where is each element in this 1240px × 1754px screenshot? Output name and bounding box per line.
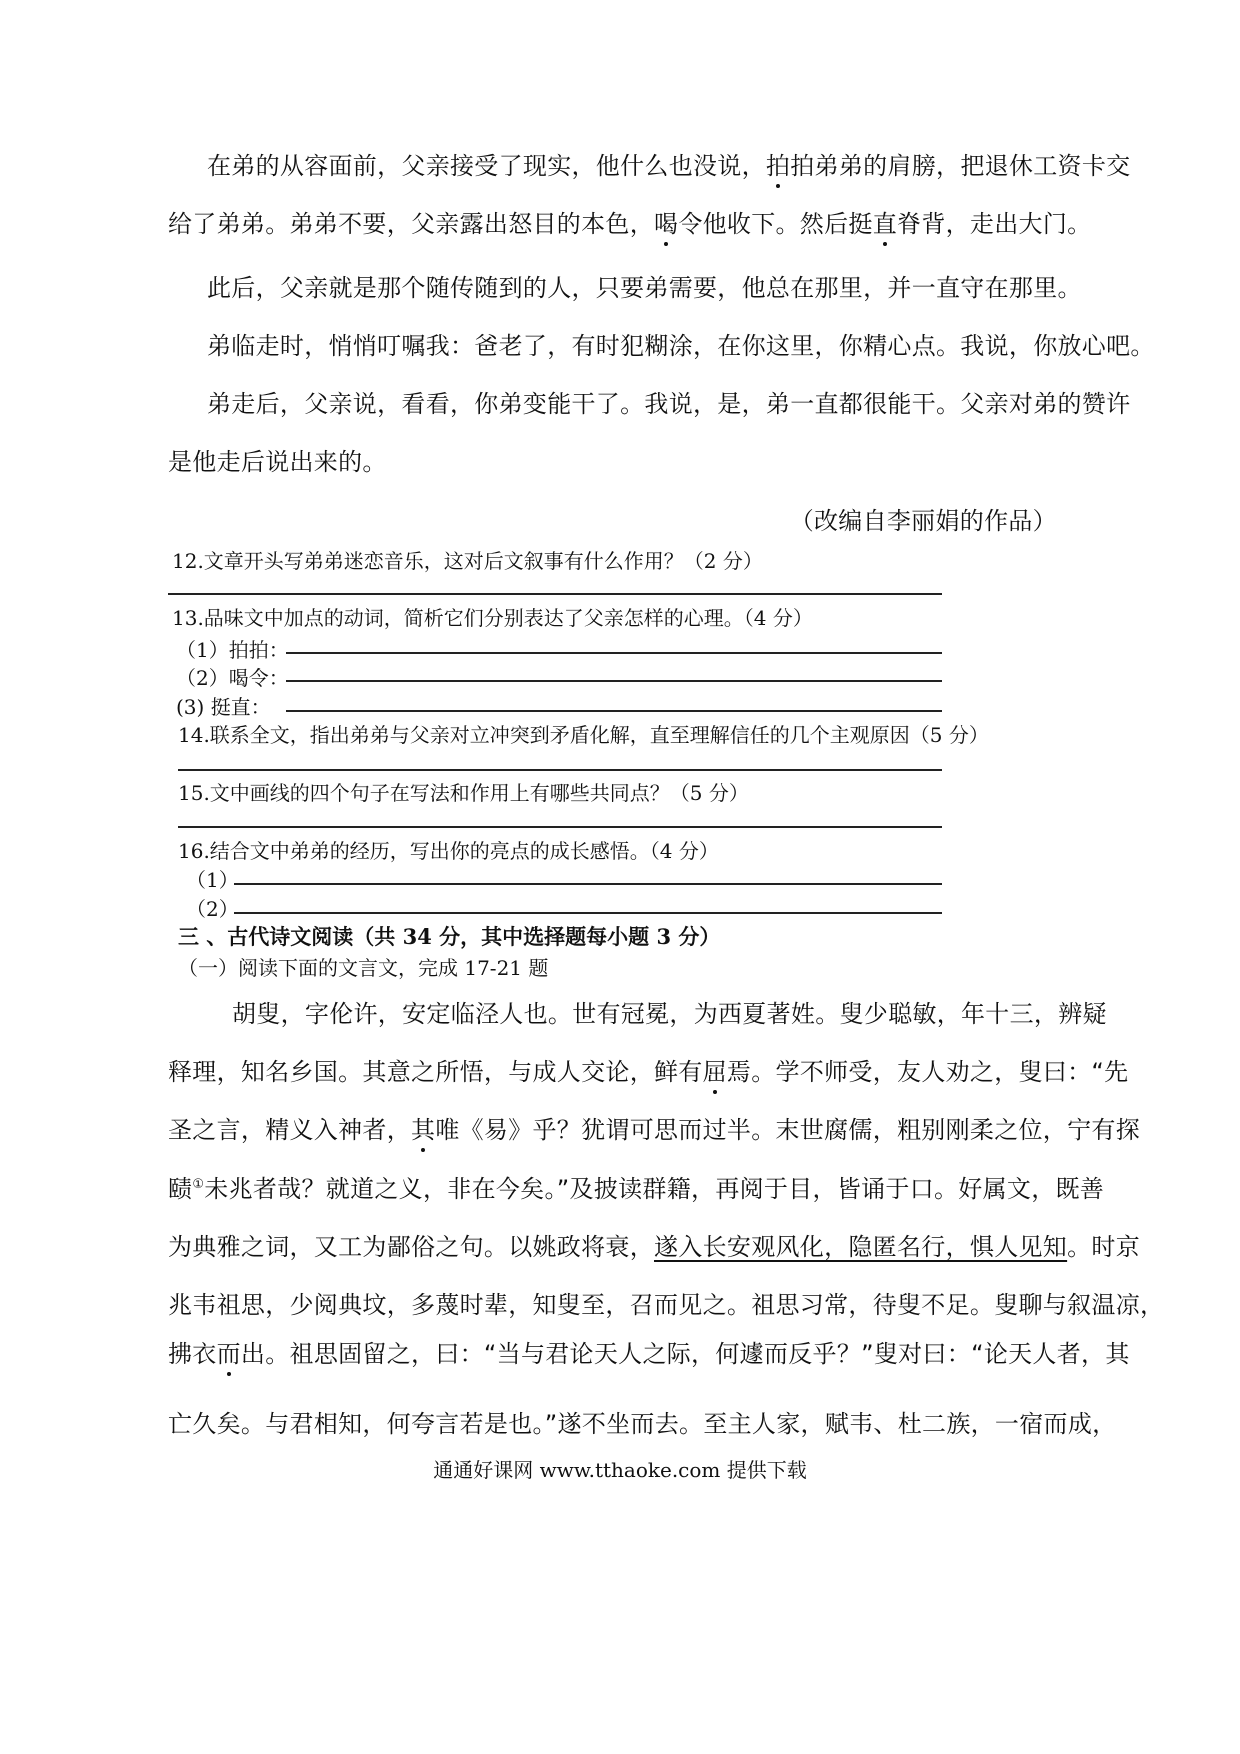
classical-line xyxy=(168,1334,1130,1369)
text-segment: 唯《易》乎？犹谓可思而过半。末世腐儒，粗别刚柔之位，宁有探 xyxy=(435,1116,1141,1144)
answer-line xyxy=(178,826,942,828)
story-paragraph: 此后，父亲就是那个随传随到的人，只要弟需要，他总在那里，并一直守在那里。 xyxy=(207,274,1082,302)
question-16-2-label: （2） xyxy=(186,897,239,921)
text-segment: 释理，知名乡国。其意之所悟，与成人交论，鲜有 xyxy=(168,1058,703,1086)
text-segment: 圣之言，精义入神者， xyxy=(168,1116,411,1144)
classical-line xyxy=(168,1169,1104,1204)
story-line xyxy=(168,204,1091,239)
answer-line xyxy=(178,769,942,771)
classical-line: 兆韦祖思，少阅典坟，多蔑时辈，知叟至，召而见之。祖思习常，待叟不足。叟聊与叙温凉， xyxy=(168,1291,1165,1319)
text-segment: 给了弟弟。弟弟不要，父亲露出怒目的本色， xyxy=(168,210,654,238)
dotted-verb: 喝 xyxy=(654,210,679,238)
text-segment: 赜 xyxy=(168,1175,193,1203)
question-13-1-label: （1）拍拍： xyxy=(176,638,289,662)
section-subtitle: （一）阅读下面的文言文，完成 17-21 题 xyxy=(178,956,549,980)
question-16-1-label: （1） xyxy=(186,868,239,892)
text-segment: 为典雅之词，又工为鄙俗之句。以姚政将衰， xyxy=(168,1233,654,1261)
text-segment: 出。祖思固留之，曰：“当与君论天人之际，何遽而反乎？”叟对曰：“论天人者，其 xyxy=(240,1340,1130,1368)
answer-line xyxy=(286,680,942,682)
footnote-marker: ① xyxy=(192,1177,205,1192)
classical-line xyxy=(168,1227,1140,1262)
text-segment: 拍弟弟的肩膀，把退休工资卡交 xyxy=(790,152,1131,180)
question-13: 13.品味文中加点的动词，简析它们分别表达了父亲怎样的心理。（4 分） xyxy=(172,606,813,630)
answer-line xyxy=(286,710,942,712)
text-segment: 在弟的从容面前，父亲接受了现实，他什么也没说， xyxy=(207,152,766,180)
answer-line xyxy=(286,652,942,654)
dotted-verb: 直 xyxy=(872,210,898,238)
dotted-verb: 拍 xyxy=(765,152,791,180)
question-13-2-label: （2）喝令： xyxy=(176,666,289,690)
dotted-word: 其 xyxy=(411,1116,436,1144)
question-13-3-label: (3) 挺直： xyxy=(176,695,271,719)
question-16: 16.结合文中弟弟的经历，写出你的亮点的成长感悟。（4 分） xyxy=(178,839,719,863)
text-segment: 。时京 xyxy=(1067,1233,1141,1261)
question-15: 15.文中画线的四个句子在写法和作用上有哪些共同点？（5 分） xyxy=(178,781,749,805)
text-segment: 拂衣 xyxy=(168,1340,217,1368)
text-segment: 脊背，走出大门。 xyxy=(897,210,1092,238)
text-segment: 焉。学不师受，友人劝之，叟曰：“先 xyxy=(726,1058,1129,1086)
answer-line xyxy=(234,912,942,914)
text-segment: 未兆者哉？就道之义，非在今矣。”及披读群籍，再阅于目，皆诵于口。好属文，既善 xyxy=(204,1175,1105,1203)
page-footer: 通通好课网 www.tthaoke.com 提供下载 xyxy=(433,1458,807,1482)
question-12: 12.文章开头写弟弟迷恋音乐，这对后文叙事有什么作用？（2 分） xyxy=(172,549,763,573)
classical-line: 胡叟，字伦许，安定临泾人也。世有冠冕，为西夏著姓。叟少聪敏，年十三，辨疑 xyxy=(232,1000,1107,1028)
source-note: （改编自李丽娟的作品） xyxy=(789,507,1057,535)
classical-line xyxy=(168,1052,1128,1087)
section-title: 三 、古代诗文阅读（共 34 分，其中选择题每小题 3 分） xyxy=(178,924,721,949)
text-segment: 令他收下。然后挺 xyxy=(678,210,873,238)
story-paragraph: 是他走后说出来的。 xyxy=(168,448,387,476)
classical-line xyxy=(168,1110,1140,1145)
story-paragraph: 弟临走时，悄悄叮嘱我：爸老了，有时犯糊涂，在你这里，你精心点。我说，你放心吧。 xyxy=(207,332,1155,360)
classical-line: 亡久矣。与君相知，何夸言若是也。”遂不坐而去。至主人家，赋韦、杜二族，一宿而成， xyxy=(168,1410,1117,1438)
underlined-sentence: 遂入长安观风化，隐匿名行，惧人见知 xyxy=(654,1233,1068,1261)
story-paragraph: 弟走后，父亲说，看看，你弟变能干了。我说，是，弟一直都很能干。父亲对弟的赞许 xyxy=(207,390,1131,418)
answer-line xyxy=(234,883,942,885)
dotted-word: 而 xyxy=(216,1340,241,1368)
answer-line xyxy=(168,593,942,595)
question-14: 14.联系全文，指出弟弟与父亲对立冲突到矛盾化解，直至理解信任的几个主观原因（5 分） xyxy=(178,723,989,747)
dotted-word: 屈 xyxy=(702,1058,727,1086)
story-line xyxy=(207,146,1130,181)
